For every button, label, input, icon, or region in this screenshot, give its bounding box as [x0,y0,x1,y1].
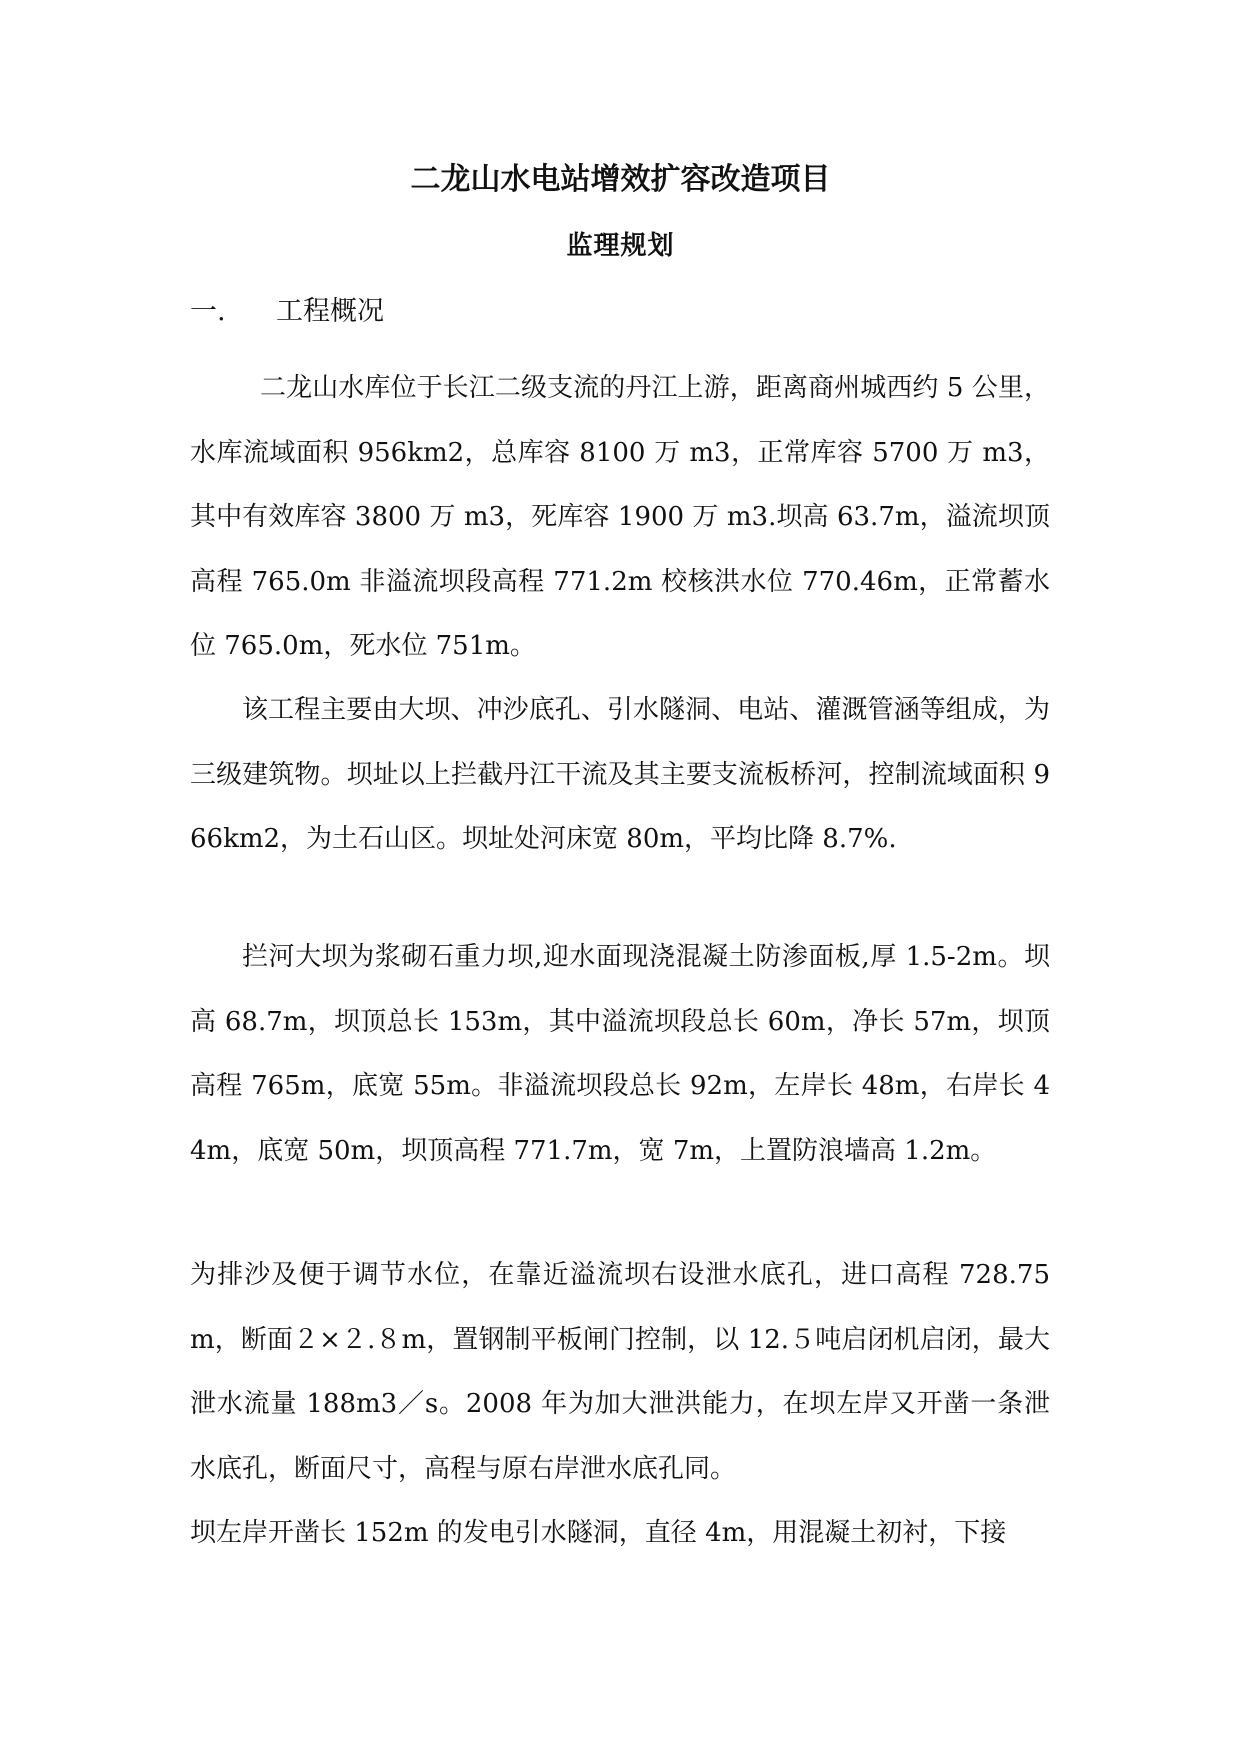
document-subtitle: 监理规划 [566,231,675,261]
paragraph-reservoir-overview: 二龙山水库位于长江二级支流的丹江上游，距离商州城西约 5 公里，水库流域面积 956km2，总库容 8100 万 m3，正常库容 5700 万 m3，其中有效库容 3800 万 m3，死库容 1900 万 m3.坝高 63.7m，溢流坝顶高程 765.0m 非溢流坝段高程 771.2m 校核洪水位 770.46m，正常蓄水位 765.0m，死水位 751m。 [190,373,1050,661]
paragraph-dam-description: 拦河大坝为浆砌石重力坝,迎水面现浇混凝土防渗面板,厚 1.5-2m。坝高 68.7m，坝顶总长 153m，其中溢流坝段总长 60m，净长 57m，坝顶高程 765m，底宽 55m。非溢流坝段总长 92m，左岸长 48m，右岸长 44m，底宽 50m，坝顶高程 771.7m，宽 7m，上置防浪墙高 1.2m。 [190,942,1050,1166]
paragraph-sluice-outlet: 为排沙及便于调节水位，在靠近溢流坝右设泄水底孔，进口高程 728.75m，断面２×２.８m，置钢制平板闸门控制，以 12.５吨启闭机启闭，最大泄水流量 188m3／s。2008 年为加大泄洪能力，在坝左岸又开凿一条泄水底孔，断面尺寸，高程与原右岸泄水底孔同。 [190,1260,1050,1484]
section-number: 一. [190,296,226,327]
paragraph-project-composition: 该工程主要由大坝、冲沙底孔、引水隧洞、电站、灌溉管涵等组成，为三级建筑物。坝址以上拦截丹江干流及其主要支流板桥河，控制流域面积 966km2，为土石山区。坝址处河床宽 80m，平均比降 8.7%. [190,695,1050,854]
document-title: 二龙山水电站增效扩容改造项目 [410,162,831,197]
section-heading [190,292,384,332]
paragraph-diversion-tunnel: 坝左岸开凿长 152m 的发电引水隧洞，直径 4m，用混凝土初衬，下接 [190,1518,1007,1548]
section-heading-text: 工程概况 [276,296,384,327]
